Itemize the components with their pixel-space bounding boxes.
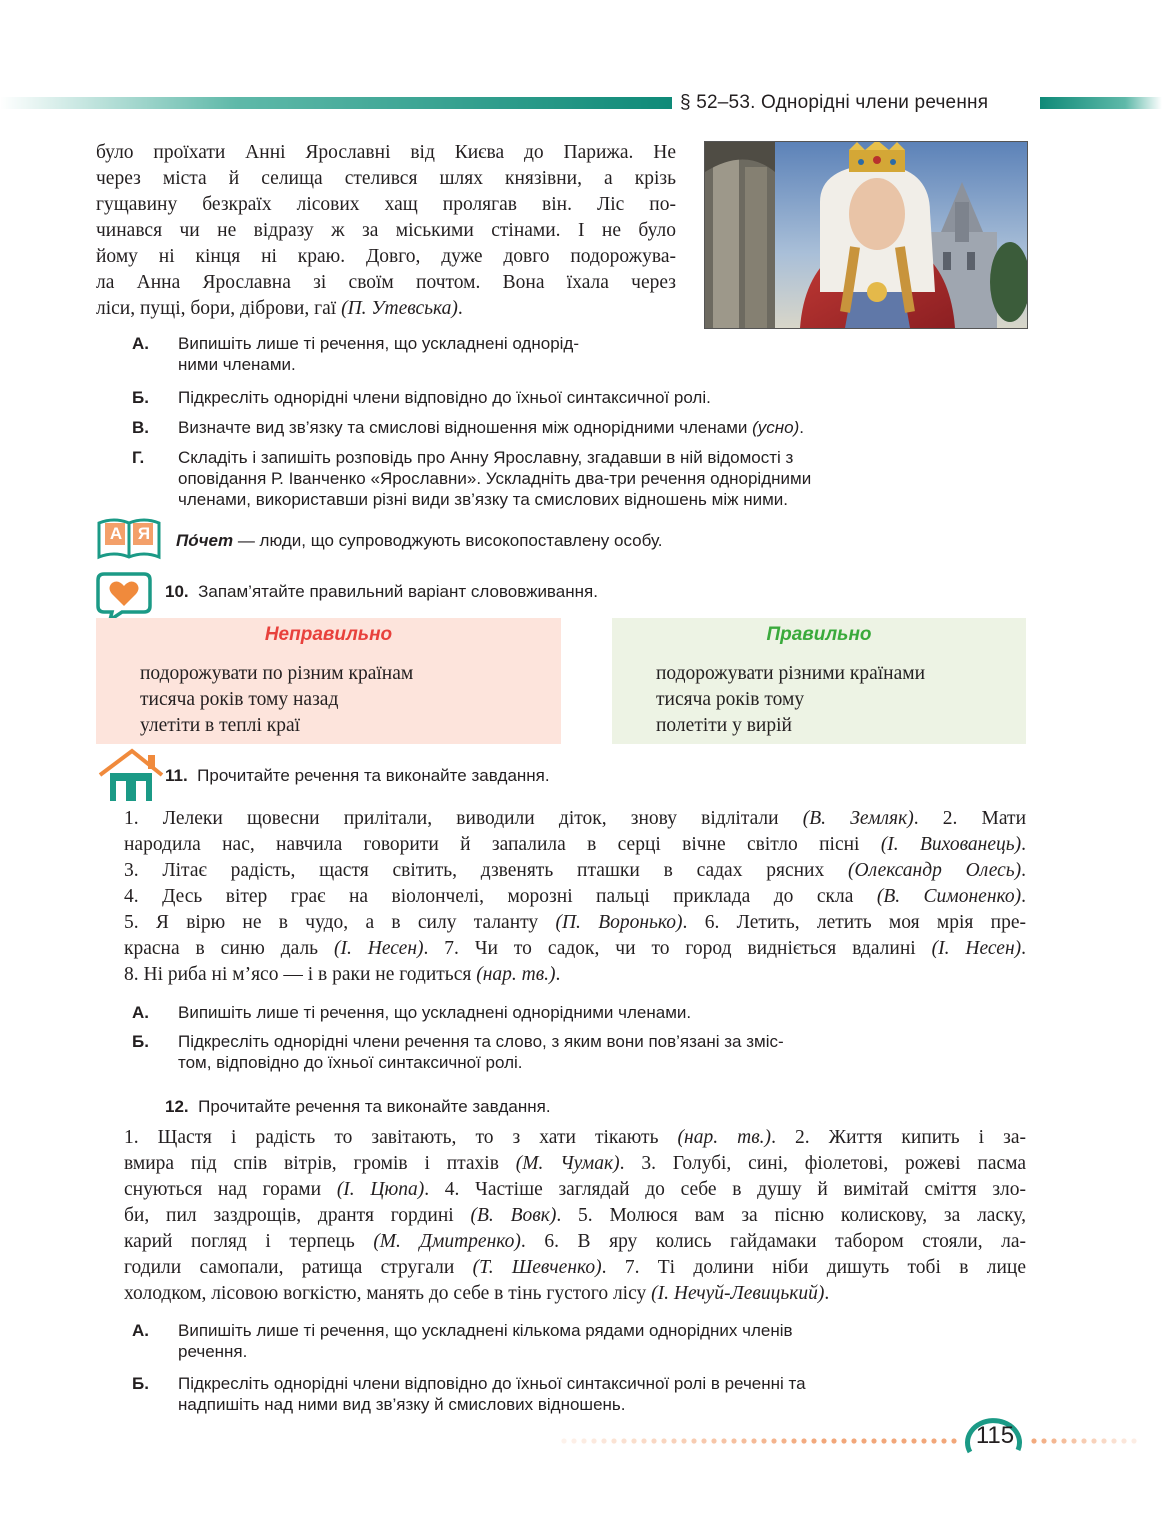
task-text: Підкресліть однорідні члени відповідно до їхньої синтаксичної ролі. [178, 388, 711, 407]
exercise-10-instruction: Запам’ятайте правильний варіант слововживання. [198, 582, 598, 601]
usage-item: улетіти в теплі краї [140, 715, 301, 736]
exercise-10-heading [165, 582, 598, 602]
exercise-11-instruction: Прочитайте речення та виконайте завдання. [197, 766, 550, 785]
wrong-usage-title: Неправильно [264, 624, 393, 645]
intro-line: через міста й селища стелився шлях князівни, а крізь [96, 168, 676, 189]
sentence-line: народила нас, навчила говорити й запалила в серці вічне світло пісні (І. Вихованець). [124, 834, 1026, 855]
anna-yaroslavna-painting [704, 141, 1028, 329]
usage-item: тисяча років тому назад [140, 689, 339, 710]
dictionary-book-icon [96, 515, 162, 561]
wrong-usage-box [96, 618, 561, 744]
sentence-line: 4. Десь вітер грає на віолончелі, морозні пальці приклада до скла (В. Симоненко). [124, 886, 1027, 907]
intro-line: гущавину безкраїх лісових хащ пролягав він. Ліс по- [96, 194, 676, 215]
intro-line: чинався чи не відразу ж за міськими стінами. І не було [96, 220, 676, 241]
task-letter: А. [132, 1321, 149, 1340]
task-text: Випишіть лише ті речення, що ускладнені кількома рядами однорідних членів речення. [178, 1321, 793, 1361]
dictionary-letter-a: А [109, 524, 123, 543]
task-letter: Г. [132, 448, 145, 467]
header-rule-right [1040, 97, 1162, 109]
intro-line: було проїхати Анні Ярославні від Києва до Парижа. Не [96, 142, 676, 163]
intro-line: ла Анна Ярославна зі своїм почтом. Вона їхала через [96, 272, 676, 293]
task-text: Підкресліть однорідні члени речення та слово, з яким вони пов’язані за зміс- том, відповідно до їхньої синтаксичної ролі. [178, 1032, 784, 1072]
sentence-line: холодком, лісовою вогкістю, манять до себе в тінь густого лісу (І. Нечуй-Левицький). [124, 1283, 830, 1304]
task-text: Випишіть лише ті речення, що ускладнені однорідними членами. [178, 1003, 692, 1022]
footer-dotted-rule [560, 1432, 1160, 1440]
intro-source: (П. Утевська) [341, 298, 458, 319]
heart-chat-icon [96, 570, 152, 622]
dictionary-term: По́чет [176, 531, 234, 550]
task-text: Складіть і запишіть розповідь про Анну Ярославну, згадавши в ній відомості з оповідання Р. Іванченко «Ярославни». Ускладніть два-три речення однорідними членами, використавши різні види зв’язку та смислових відношень між ними. [178, 448, 812, 509]
exercise-11-heading [165, 766, 550, 786]
right-usage-list [656, 661, 925, 739]
intro-line: йому ні кінця ні краю. Довго, дуже довго подорожува- [96, 246, 676, 267]
sentence-line: 1. Щастя і радість то завітають, то з хати тікають (нар. тв.). 2. Життя кипить і за- [124, 1127, 1026, 1148]
sentence-line: 8. Ні риба ні м’ясо — і в раки не годиться (нар. тв.). [124, 964, 561, 985]
usage-item: тисяча років тому [656, 689, 805, 710]
wrong-usage-list [140, 661, 413, 739]
header-rule-left [0, 97, 672, 109]
task-text: Визначте вид зв’язку та смислові відношення між однорідними членами (усно). [178, 418, 804, 437]
portrait-illustration [705, 142, 1027, 328]
exercise-11-sentences [124, 806, 1026, 988]
intro-end: . [457, 298, 463, 319]
sentence-line: годили самопали, ратища стругали (Т. Шевченко). 7. Ті долини ніби дишуть тобі в лице [124, 1257, 1026, 1278]
sentence-line: 3. Літає радість, щастя світить, дзвенять пташки в садах рясних (Олександр Олесь). [124, 860, 1026, 881]
page-number: 115 [975, 1422, 1015, 1449]
intro-line [96, 296, 676, 322]
sentence-line: 1. Лелеки щовесни прилітали, виводили діток, знову відлітали (В. Земляк). 2. Мати [124, 808, 1027, 829]
sentence-line: вмира під спів вітрів, громів і птахів (М. Чумак). 3. Голубі, сині, фіолетові, рожеві пасма [124, 1153, 1027, 1174]
usage-item: подорожувати по різним країнам [140, 663, 414, 684]
section-title: § 52–53. Однорідні члени речення [680, 92, 989, 113]
house-icon [96, 747, 166, 803]
right-usage-title: Правильно [766, 624, 872, 645]
usage-item: полетіти у вирій [656, 715, 792, 736]
exercise-10-number: 10. [165, 582, 189, 601]
sentence-line: би, пил заздрощів, дрантя гордині (В. Вовк). 5. Молюся вам за пісню колискову, за ласку, [124, 1205, 1026, 1226]
sentence-line: карий погляд і терпець (М. Дмитренко). 6. В яру колись гайдамаки табором стояли, ла- [124, 1231, 1027, 1252]
task-letter: Б. [132, 388, 149, 407]
dictionary-letter-ya: Я [137, 524, 151, 543]
exercise-12-sentences [124, 1125, 1026, 1307]
task-letter: В. [132, 418, 149, 437]
page-number-badge [962, 1412, 1028, 1460]
sentence-line: снуються над горами (І. Цюпа). 4. Частіше заглядай до себе в душу й вимітай сміття зло- [124, 1179, 1026, 1200]
dictionary-definition: — люди, що супроводжують високопоставлену особу. [233, 531, 663, 550]
task-text: Підкресліть однорідні члени відповідно до їхньої синтаксичної ролі в реченні та надпишіть над ними вид зв’язку й смислових відношень. [178, 1374, 806, 1414]
intro-paragraph [96, 140, 676, 322]
sentence-line: красна в синю даль (І. Несен). 7. Чи то садок, чи то город видніється вдалині (І. Несен). [124, 938, 1026, 959]
exercise-11-number: 11. [165, 766, 188, 785]
task-letter: Б. [132, 1374, 149, 1393]
dictionary-entry [176, 531, 663, 551]
usage-item: подорожувати різними країнами [656, 663, 926, 684]
exercise-12-instruction: Прочитайте речення та виконайте завдання. [198, 1097, 551, 1116]
task-letter: А. [132, 334, 149, 353]
task-text: Випишіть лише ті речення, що ускладнені однорід- ними членами. [178, 334, 580, 374]
exercise-12-heading [165, 1097, 551, 1117]
right-usage-box [612, 618, 1026, 744]
exercise-12-number: 12. [165, 1097, 189, 1116]
sentence-line: 5. Я вірю не в чудо, а в силу таланту (П. Воронько). 6. Летить, летить моя мрія пре- [124, 912, 1026, 933]
intro-last-text: ліси, пущі, бори, діброви, гаї [96, 298, 342, 319]
task-letter: Б. [132, 1032, 149, 1051]
task-letter: А. [132, 1003, 149, 1022]
